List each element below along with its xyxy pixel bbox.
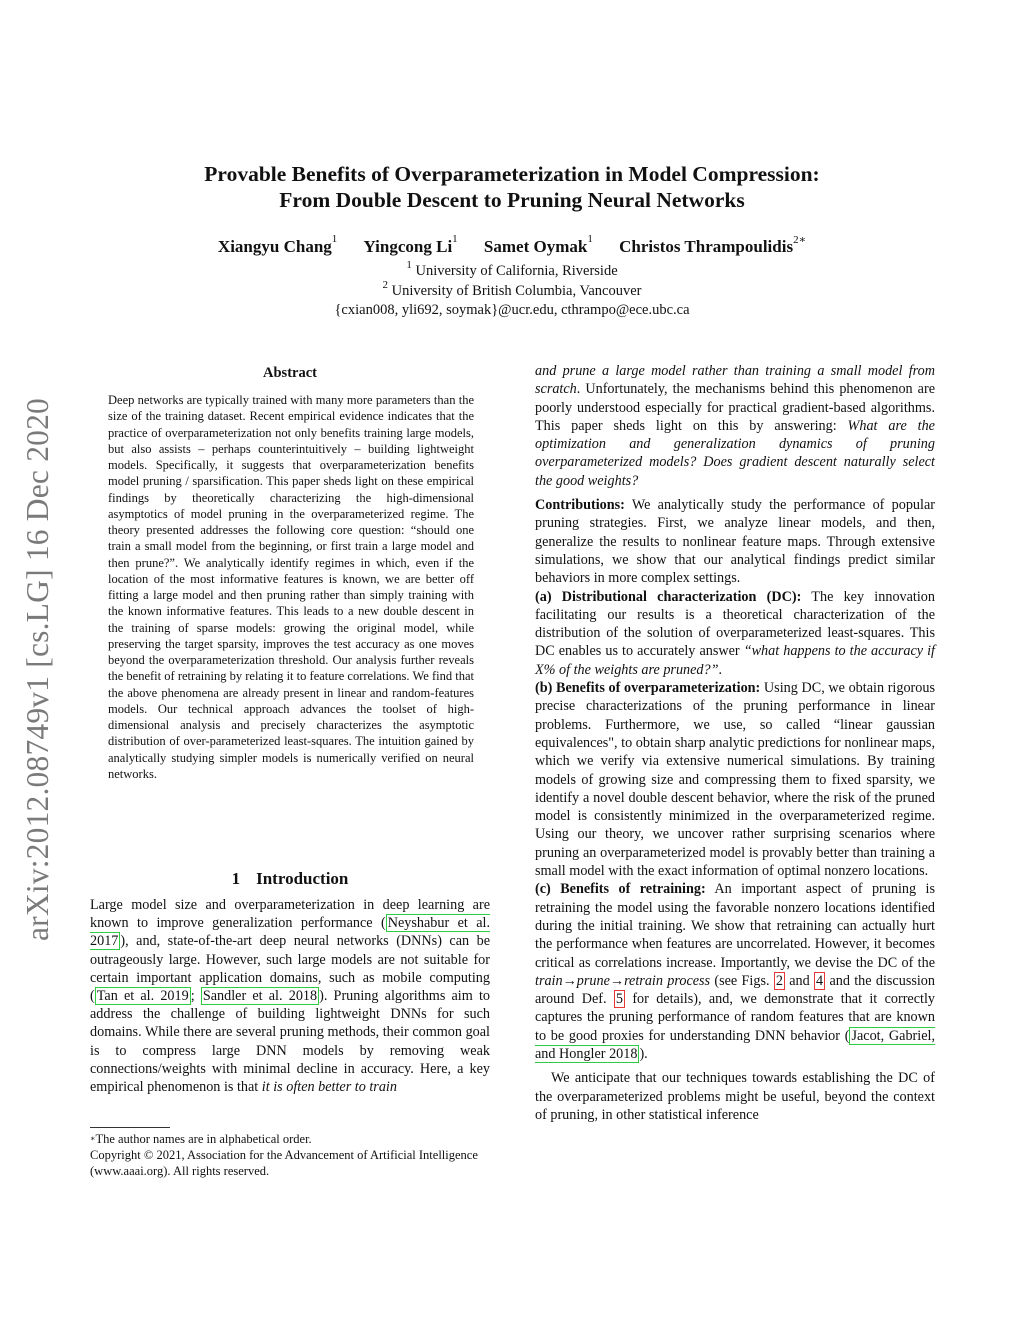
footnote-text: The author names are in alphabetical order. xyxy=(95,1132,312,1146)
footnote xyxy=(90,1131,490,1179)
author-name: Xiangyu Chang xyxy=(217,237,332,256)
footnote-rule xyxy=(90,1127,170,1128)
paragraph-label: (a) Distributional characterization (DC): xyxy=(535,588,802,605)
affiliation-2 xyxy=(0,279,1024,300)
text: ). Pruning algorithms aim to address the challenge of building lightweight DNNs for such domains. While there are several pruning methods, their common goal is to compress large DNN models by removing weak connections/weights with minimal decline in accuracy. Here, a key empirical phenomenon is that xyxy=(90,988,490,1096)
copyright-notice: Copyright © 2021, Association for the Advancement of Artificial Intelligence (www.aaai.org). All rights reserved. xyxy=(90,1148,478,1178)
footnote-mark: ∗ xyxy=(90,1134,96,1143)
author-affil-mark: 2∗ xyxy=(793,234,807,246)
definition-reference-link[interactable]: 5 xyxy=(615,991,623,1008)
title-line-1: Provable Benefits of Overparameterization in Model Compression: xyxy=(204,162,820,186)
emphasis-text: it is often better to train xyxy=(261,1079,397,1096)
author-name: Christos Thrampoulidis xyxy=(619,237,794,256)
section-number: 1 xyxy=(231,869,241,888)
introduction-paragraph xyxy=(90,896,490,1096)
author-list xyxy=(0,233,1024,257)
text: The key innovation facilitating our results is a theoretical characterization of the distribution of the solution of overparameterized least-squares. This DC enables us to accurately answer xyxy=(535,588,935,660)
abstract-heading: Abstract xyxy=(263,365,317,381)
right-column xyxy=(535,362,935,1124)
figure-reference-link[interactable]: 4 xyxy=(816,972,824,989)
author-name: Samet Oymak xyxy=(483,237,588,256)
citation-link[interactable]: Jacot, Gabriel, and Hongler 2018 xyxy=(535,1027,935,1062)
affil-name: University of British Columbia, Vancouver xyxy=(391,283,642,299)
section-heading-introduction xyxy=(90,869,490,889)
abstract-text: Deep networks are typically trained with many more parameters than the size of the training dataset. Recent empirical evidence indicates that the practice of overparameterization not only benefits training large models, but also assists – perhaps counterintuitively – building lightweight models. Specifically, it suggests that overparameterization benefits model pruning / sparsification. This paper sheds light on these empirical findings by theoretically characterizing the high-dimensional asymptotics of model pruning in the overparameterized regime. The theory presented addresses the following core question: “should one train a small model from the beginning, or first train a large model and then prune?”. We analytically identify regimes in which, even if the location of the most informative features is known, we are better off fitting a large model and then pruning rather than simply training with the known informative features. This leads to a new double descent in the training of sparse models: growing the original model, while preserving the target sparsity, improves the test accuracy as one moves beyond the overparameterization threshold. Our analysis further reveals the benefit of retraining by relating it to feature correlations. We find that the above phenomena are already present in linear and random-features models. Our technical approach advances the toolset of high-dimensional analysis and precisely characterizes the asymptotic distribution of over-parameterized least-squares. The intuition gained by analytically studying simpler models is numerically verified on neural networks. xyxy=(108,393,474,781)
text: . Unfortunately, the mechanisms behind this phenomenon are poorly understood especially for practical gradient-based algorithms. This paper sheds light on this by answering: xyxy=(535,381,935,434)
title-line-2: From Double Descent to Pruning Neural Networks xyxy=(279,188,745,212)
paragraph-label: Contributions: xyxy=(535,497,625,514)
emphasis-text: and prune a large model rather than training a small model from scratch xyxy=(535,363,935,398)
text: Using DC, we obtain rigorous precise characterizations of the pruning performance in linear problems. Furthermore, we use, so called “linear gaussian equivalences", to obtain sharp analytic predictions for nonlinear maps, which we verify via extensive numerical simulations. By training models of growing size and compressing them to fixed sparsity, we identify a novel double descent behavior, where the risk of the pruned model is consistently minimized in the overparameterized regime. Using our theory, we uncover rather surprising scenarios where pruning an overparameterized model is provably better than training a small model with the exact information of optimal nonzero locations. xyxy=(535,680,935,880)
contribution-b xyxy=(535,679,935,880)
author xyxy=(619,234,807,256)
affiliation-1 xyxy=(0,259,1024,280)
text: We analytically study the performance of popular pruning strategies. First, we analyze linear models, and then, generalize the results to nonlinear feature maps. Through extensive simulations, we show that our analytical findings predict similar behaviors in more complex settings. xyxy=(535,497,935,587)
text: . xyxy=(718,661,723,678)
affil-mark: 1 xyxy=(406,259,412,271)
contributions-paragraph xyxy=(535,496,935,587)
author xyxy=(483,233,593,256)
paragraph: We anticipate that our techniques towards establishing the DC of the overparameterized problems might be useful, beyond the context of pruning, in other statistical inference xyxy=(535,1070,935,1123)
text: and the discussion around Def. xyxy=(535,972,935,1008)
text: An important aspect of pruning is retraining the model using the favorable nonzero locations identified during the initial training. We show that retraining can actually hurt the performance when features are uncorrelated. However, it becomes critical as correlations increase. Importantly, we devise the DC of the xyxy=(535,881,935,971)
author xyxy=(363,233,458,256)
citation-link[interactable]: Neyshabur et al. 2017 xyxy=(90,915,490,950)
author-affil-mark: 1 xyxy=(452,233,458,245)
text: (see Figs. xyxy=(710,972,774,989)
citation-link[interactable]: Tan et al. 2019 xyxy=(96,988,189,1005)
paragraph-label: (c) Benefits of retraining: xyxy=(535,881,706,898)
text: ). xyxy=(639,1045,648,1062)
figure-reference-link[interactable]: 2 xyxy=(775,972,783,989)
author-affil-mark: 1 xyxy=(331,233,338,245)
contribution-c xyxy=(535,880,935,1063)
text: ; xyxy=(190,988,201,1005)
affil-name: University of California, Riverside xyxy=(415,263,618,279)
text: for details), and, we demonstrate that it correctly captures the pruning performance of random features that are known to be good proxies for understanding DNN behavior ( xyxy=(535,991,935,1044)
footnote-note xyxy=(90,1131,490,1147)
author-name: Yingcong Li xyxy=(363,237,453,256)
author-emails: {cxian008, yli692, soymak}@ucr.edu, cthrampo@ece.ubc.ca xyxy=(334,302,690,318)
text: ), and, state-of-the-art deep neural networks (DNNs) can be outrageously large. However, such large models are not suitable for certain important application domains, such as mobile computing ( xyxy=(90,933,490,1005)
author-affil-mark: 1 xyxy=(587,233,593,245)
paragraph xyxy=(535,362,935,490)
paper-title xyxy=(0,161,1024,213)
text: Large model size and overparameterization in deep learning are known to improve generalization performance ( xyxy=(90,897,490,932)
emphasis-text: “what happens to the accuracy if X% of the weights are pruned?” xyxy=(535,643,935,678)
paragraph-label: (b) Benefits of overparameterization: xyxy=(535,680,761,697)
emphasis-text: train→prune→retrain process xyxy=(535,972,711,989)
contribution-a xyxy=(535,588,935,679)
emphasis-text: What are the optimization and generalization dynamics of pruning overparameterized models? Does gradient descent naturally select the good weights? xyxy=(535,417,935,489)
section-title: Introduction xyxy=(256,869,349,888)
citation-link[interactable]: Sandler et al. 2018 xyxy=(202,988,318,1005)
author xyxy=(217,233,338,256)
text: and xyxy=(784,972,815,989)
arxiv-identifier: arXiv:2012.08749v1 [cs.LG] 16 Dec 2020 xyxy=(20,398,55,941)
affil-mark: 2 xyxy=(382,279,389,291)
